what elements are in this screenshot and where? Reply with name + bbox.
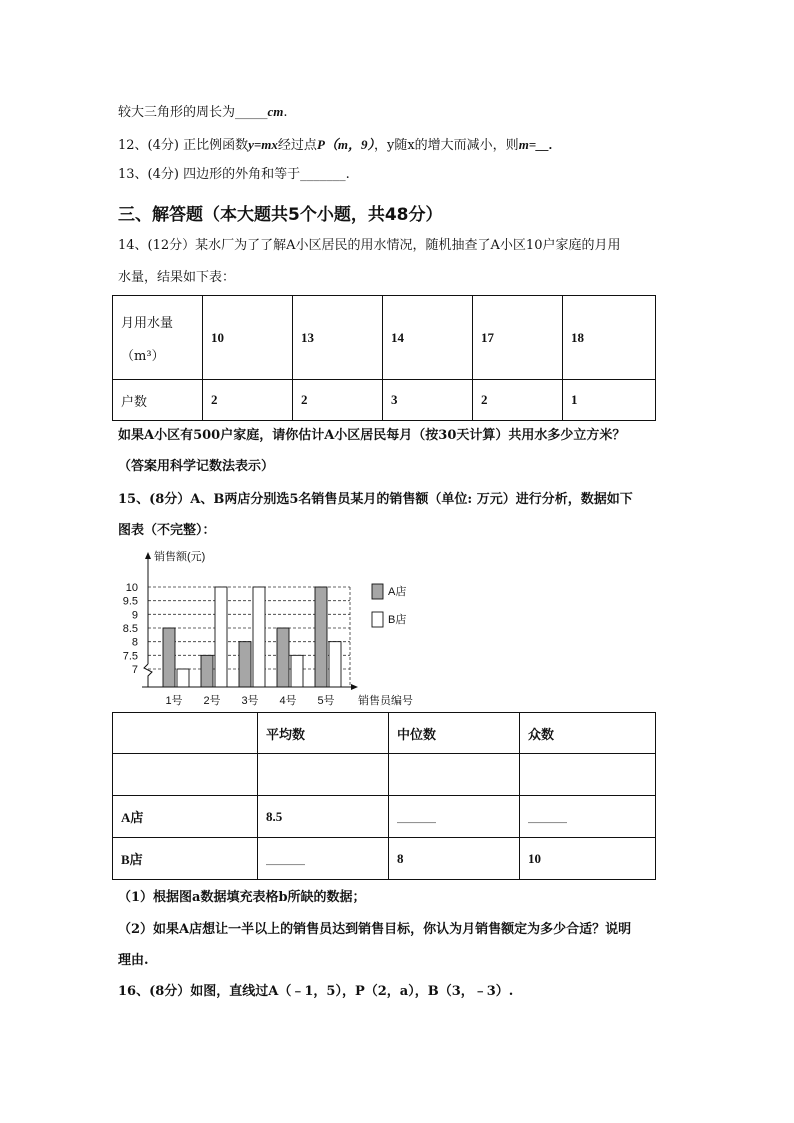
q14-line3: 如果A小区有500户家庭，请你估计A小区居民每月（按30天计算）共用水多少立方米？ [118,428,626,443]
usage-value: 10 [203,296,293,380]
count-value: 2 [203,380,293,421]
count-value: 2 [293,380,383,421]
table-cell [258,754,389,796]
q13-text: 四边形的外角和等于_______. [183,167,350,182]
header-mean: 平均数 [258,713,389,754]
y-axis-arrow [145,552,151,559]
q13-number: 13、(4分) [118,167,179,182]
x-tick-label: 4号 [279,695,297,707]
bar-b [329,642,341,687]
q14-line1: 14、(12分）某水厂为了了解A小区居民的用水情况，随机抽查了A小区10户家庭的月用 [118,238,621,253]
legend-swatch [372,584,383,599]
sales-stats-table [112,712,656,880]
row-label-b: B店 [113,838,258,880]
x-tick-label: 5号 [317,695,335,707]
q16-line1: 16、(8分）如图，直线过A（﹣1，5），P（2，a），B（3，﹣3）. [118,984,514,999]
y-tick-label: 7.5 [122,650,138,663]
q12-function: y=mx [248,137,278,152]
a-median-blank: ______ [389,796,520,838]
x-tick-label: 2号 [203,695,221,707]
bar-b [253,587,265,687]
y-axis-label: 销售额(元) [154,551,206,563]
y-tick-label: 9 [131,609,138,622]
q12-number: 12、(4分) [118,138,179,153]
q11-end: . [283,105,288,120]
header-cell [113,296,203,380]
bar-b [291,655,303,687]
b-mode: 10 [520,838,656,880]
y-tick-label: 10 [125,582,138,594]
q14-line2: 水量，结果如下表： [118,270,236,285]
x-tick-label: 1号 [165,695,183,707]
q12-text3: ，y随x的增大而减小，则 [374,138,519,153]
count-value: 2 [473,380,563,421]
section-title: 三、解答题（本大题共5个小题，共48分） [118,205,443,225]
legend-label: B店 [388,614,407,626]
y-tick-label: 8.5 [122,623,138,635]
bar-b [215,587,227,687]
q11-text: 较大三角形的周长为 [118,105,236,120]
usage-value: 17 [473,296,563,380]
q15-sub2b: 理由. [118,953,149,968]
usage-value: 13 [293,296,383,380]
usage-value: 14 [383,296,473,380]
legend-swatch [372,612,383,627]
count-label: 户数 [113,380,203,421]
header-mode: 众数 [520,713,656,754]
header-label: 月用水量 [121,315,174,331]
a-mean: 8.5 [258,796,389,838]
y-tick-label: 8 [131,636,138,649]
q14-line4: （答案用科学记数法表示） [118,459,275,474]
sales-bar-chart [110,548,440,712]
header-median: 中位数 [389,713,520,754]
q12-ask: m=__. [518,137,553,152]
q13-line [118,167,350,183]
q15-sub1: （1）根据图a数据填充表格b所缺的数据； [118,890,366,905]
q12-text2: 经过点 [277,138,317,153]
x-axis-arrow [351,684,358,690]
bar-a [239,642,251,687]
bar-a [315,587,327,687]
q12-text1: 正比例函数 [183,138,249,153]
row-label-a: A店 [113,796,258,838]
a-mode-blank: ______ [520,796,656,838]
bar-b [177,669,189,687]
table-cell [389,754,520,796]
x-tick-label: 3号 [241,695,259,707]
axis-break [144,664,152,687]
q12-line [118,137,552,154]
q15-sub2: （2）如果A店想让一半以上的销售员达到销售目标，你认为月销售额定为多少合适？说明 [118,922,632,937]
bar-a [201,655,213,687]
x-axis-label: 销售员编号 [358,695,413,707]
q11-line [118,104,288,121]
count-value: 3 [383,380,473,421]
y-tick-label: 9.5 [122,595,138,608]
table-cell [520,754,656,796]
q12-point: P（m，9） [316,137,374,152]
table-cell [113,754,258,796]
q15-line2: 图表（不完整）： [118,523,216,538]
usage-value: 18 [563,296,656,380]
bar-a [277,628,289,687]
q11-unit: cm [267,104,284,119]
count-value: 1 [563,380,656,421]
legend-label: A店 [388,586,407,598]
q15-line1: 15、(8分）A、B两店分别选5名销售员某月的销售额（单位: 万元）进行分析，数据如下 [118,492,633,507]
y-tick-label: 7 [131,664,138,676]
chart-bars [163,587,341,687]
unit-label: （m³） [121,348,165,364]
water-usage-table [112,295,656,421]
b-median: 8 [389,838,520,880]
q11-blank: _____ [235,105,268,120]
bar-a [163,628,175,687]
b-mean-blank: ______ [258,838,389,880]
header-empty [113,713,258,754]
